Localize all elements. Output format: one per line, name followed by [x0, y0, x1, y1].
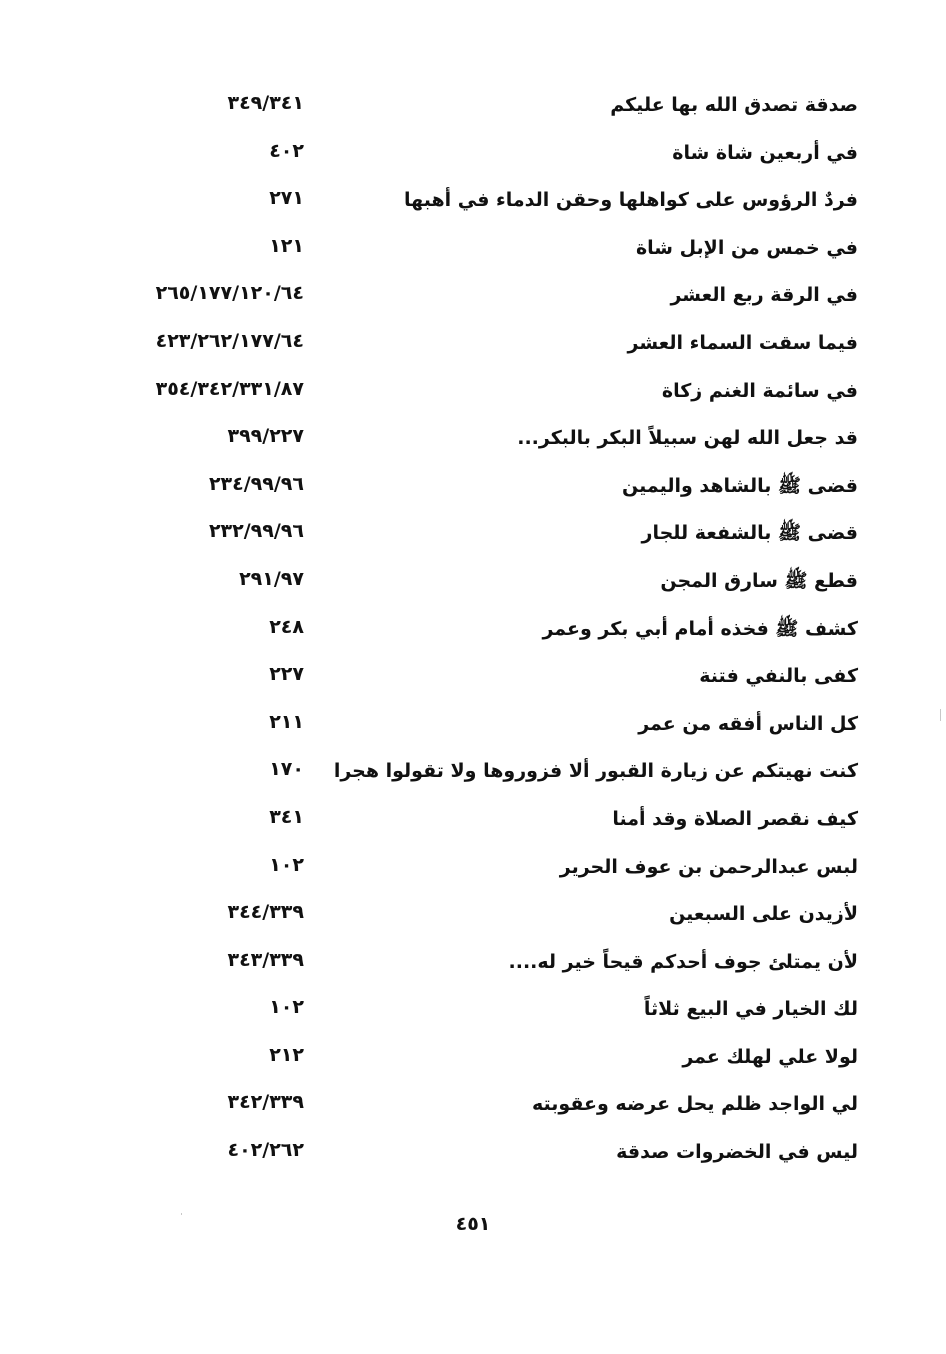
page-references: ٤٠٢	[269, 139, 304, 162]
index-row	[0, 130, 946, 178]
hadith-text: لأن يمتلئ جوف أحدكم قيحاً خير له....	[508, 950, 858, 973]
hadith-text: لولا علي لهلك عمر	[682, 1045, 858, 1068]
page-references: ٣٥٤/٣٤٢/٣٣١/٨٧	[155, 377, 304, 400]
page-references: ٤٠٢/٢٦٢	[227, 1139, 304, 1162]
hadith-text: قضى ﷺ بالشاهد واليمين	[621, 474, 858, 497]
page-references: ٣٤٢/٣٣٩	[227, 1091, 304, 1114]
hadith-text: قطع ﷺ سارق المجن	[660, 569, 858, 592]
hadith-text: فيما سقت السماء العشر	[627, 331, 858, 354]
scan-speck	[940, 709, 941, 721]
page-number: ٤٥١	[455, 1213, 491, 1235]
page-references: ٣٤٤/٣٣٩	[227, 901, 304, 924]
hadith-text: لأزيدن على السبعين	[669, 903, 858, 926]
index-row	[0, 510, 946, 558]
page-references: ٢٢٧	[269, 663, 304, 686]
index-row	[0, 415, 946, 463]
index-row	[0, 606, 946, 654]
page-references: ٢٧١	[269, 187, 304, 210]
index-row	[0, 320, 946, 368]
page-references: ٢١١	[269, 710, 304, 733]
index-row	[0, 558, 946, 606]
index-row	[0, 701, 946, 749]
hadith-text: كل الناس أفقه من عمر	[638, 712, 858, 735]
page-references: ٢١٢	[269, 1043, 304, 1066]
index-row	[0, 225, 946, 273]
page-references: ٣٤٣/٣٣٩	[227, 948, 304, 971]
page-references: ١٠٢	[269, 996, 304, 1019]
hadith-text: لي الواجد ظلم يحل عرضه وعقوبته	[532, 1093, 858, 1116]
hadith-text: كشف ﷺ فخذه أمام أبي بكر وعمر	[542, 617, 858, 640]
hadith-text: كنت نهيتكم عن زيارة القبور ألا فزوروها ولا تقولوا هجرا	[333, 760, 858, 783]
index-row	[0, 891, 946, 939]
index-row	[0, 272, 946, 320]
hadith-text: فردٌ الرؤوس على كواهلها وحقن الدماء في أهبها	[404, 189, 858, 212]
index-row	[0, 177, 946, 225]
index-row	[0, 986, 946, 1034]
hadith-text: صدقة تصدق الله بها عليكم	[610, 94, 858, 116]
hadith-text: لك الخيار في البيع ثلاثاً	[643, 998, 858, 1021]
scan-speck	[181, 1213, 182, 1215]
index-row	[0, 1081, 946, 1129]
page-references: ٢٣٤/٩٩/٩٦	[208, 472, 304, 495]
page-references: ٢٤٨	[269, 615, 304, 638]
page-references: ٣٤٩/٣٤١	[227, 92, 304, 114]
page-references: ١٠٢	[269, 853, 304, 876]
hadith-text: في سائمة الغنم زكاة	[661, 379, 858, 402]
index-row	[0, 368, 946, 416]
hadith-text: قد جعل الله لهن سبيلاً البكر بالبكر...	[517, 427, 858, 450]
index-row	[0, 463, 946, 511]
hadith-text: ليس في الخضروات صدقة	[616, 1141, 858, 1164]
hadith-index-list	[0, 82, 946, 1177]
page-references: ١٢١	[269, 234, 304, 257]
hadith-text: كيف نقصر الصلاة وقد أمنا	[612, 807, 858, 830]
hadith-text: في الرقة ربع العشر	[670, 284, 858, 307]
index-row	[0, 939, 946, 987]
page-references: ٣٩٩/٢٢٧	[227, 425, 304, 448]
index-row	[0, 82, 946, 130]
hadith-text: لبس عبدالرحمن بن عوف الحرير	[559, 855, 858, 878]
hadith-text: قضى ﷺ بالشفعة للجار	[641, 522, 858, 545]
index-row	[0, 748, 946, 796]
page-references: ٤٢٣/٢٦٢/١٧٧/٦٤	[155, 329, 304, 352]
index-row	[0, 1034, 946, 1082]
hadith-text: في أربعين شاة شاة	[672, 141, 858, 164]
index-row	[0, 796, 946, 844]
index-row	[0, 844, 946, 892]
page-references: ١٧٠	[269, 758, 304, 781]
hadith-text: كفى بالنفي فتنة	[699, 665, 858, 688]
page-references: ٢٩١/٩٧	[239, 567, 304, 590]
index-row	[0, 1129, 946, 1177]
page-references: ٣٤١	[269, 805, 304, 828]
page-references: ٢٦٥/١٧٧/١٢٠/٦٤	[155, 282, 304, 305]
index-row	[0, 653, 946, 701]
hadith-text: في خمس من الإبل شاة	[635, 236, 858, 259]
page-references: ٢٣٢/٩٩/٩٦	[208, 520, 304, 543]
